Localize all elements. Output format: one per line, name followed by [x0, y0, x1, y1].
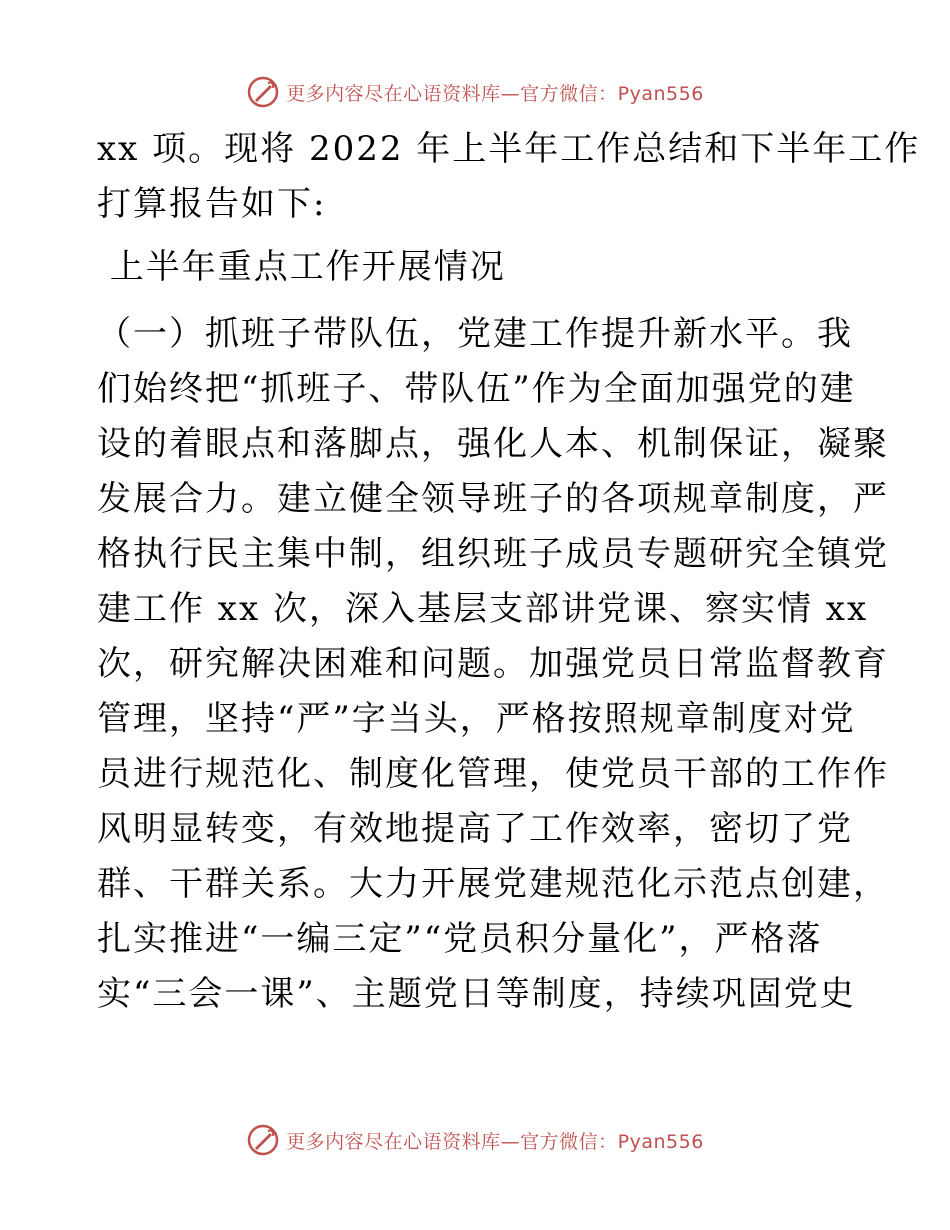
quill-logo-icon	[246, 1123, 280, 1157]
watermark-footer	[0, 1120, 950, 1160]
watermark-text: 更多内容尽在心语资料库—官方微信：Pyan556	[286, 1130, 704, 1153]
paragraph-line: （一）抓班子带队伍，党建工作提升新水平。我	[97, 314, 853, 354]
paragraph-line: 发展合力。建立健全领导班子的各项规章制度，严	[97, 479, 889, 519]
paragraph-line: 群、干群关系。大力开展党建规范化示范点创建，	[97, 864, 889, 904]
paragraph-line: 实“三会一课”、主题党日等制度，持续巩固党史	[97, 974, 856, 1014]
watermark-text: 更多内容尽在心语资料库—官方微信：Pyan556	[286, 82, 704, 105]
paragraph-line: 们始终把“抓班子、带队伍”作为全面加强党的建	[97, 369, 856, 409]
paragraph-line: 格执行民主集中制，组织班子成员专题研究全镇党	[97, 534, 889, 574]
paragraph-line: 设的着眼点和落脚点，强化人本、机制保证，凝聚	[97, 424, 889, 464]
watermark-header	[0, 72, 950, 112]
paragraph-line: 扎实推进“一编三定”“党员积分量化”，严格落	[97, 919, 823, 959]
section-heading: 上半年重点工作开展情况	[97, 247, 506, 287]
paragraph	[97, 307, 889, 1022]
paragraph-line: 管理，坚持“严”字当头，严格按照规章制度对党	[97, 699, 856, 739]
paragraph-line: 风明显转变，有效地提高了工作效率，密切了党	[97, 809, 853, 849]
paragraph-line: 次，研究解决困难和问题。加强党员日常监督教育	[97, 644, 889, 684]
document-body	[97, 122, 921, 1022]
paragraph-line: 建工作 xx 次，深入基层支部讲党课、察实情 xx	[97, 589, 869, 629]
quill-logo-icon	[246, 75, 280, 109]
paragraph-line: 员进行规范化、制度化管理，使党员干部的工作作	[97, 754, 889, 794]
intro-line: 打算报告如下:	[97, 184, 327, 224]
intro-line: xx 项。现将 2022 年上半年工作总结和下半年工作	[97, 129, 921, 169]
